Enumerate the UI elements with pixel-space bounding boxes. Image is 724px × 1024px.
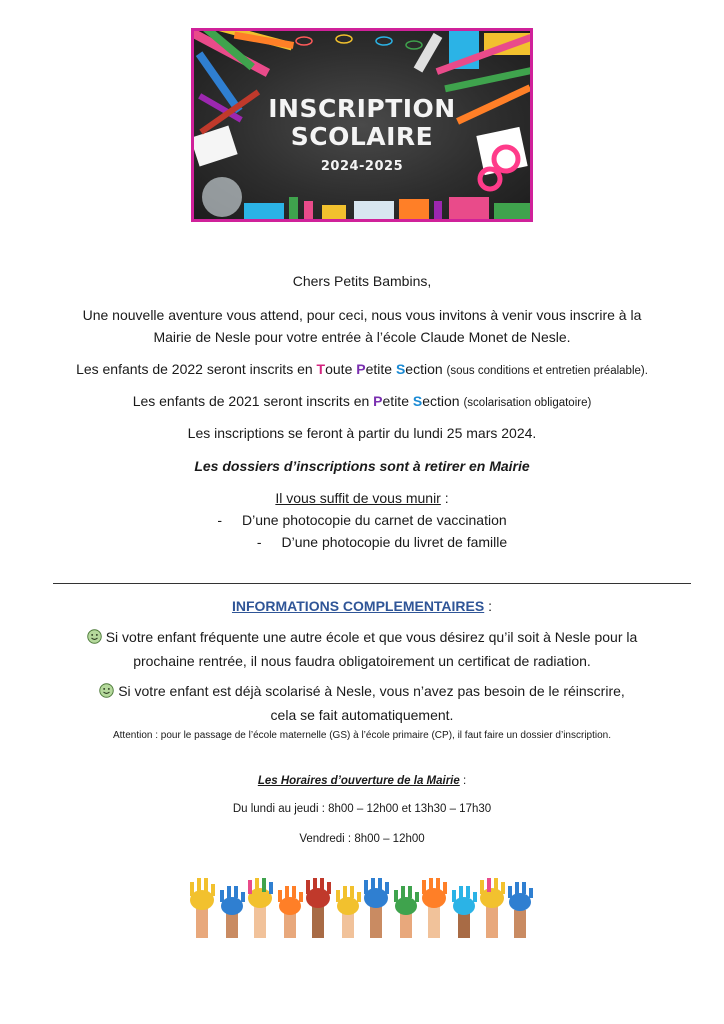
smiley-face-icon — [87, 629, 102, 644]
hours-heading-colon: : — [459, 775, 467, 787]
banner-years: 2024-2025 — [320, 159, 404, 174]
hand-icon — [336, 886, 361, 938]
tps-sentence — [0, 360, 724, 380]
info-item-2-line-1 — [0, 682, 724, 700]
inscription-banner — [191, 28, 533, 222]
hand-icon — [306, 878, 331, 938]
tps-P-initial: P — [356, 361, 366, 377]
requirements-colon: : — [440, 490, 449, 506]
info-item-1-line-2: prochaine rentrée, il nous faudra obligatoirement un certificat de radiation. — [133, 653, 591, 669]
tps-note: (sous conditions et entretien préalable). — [446, 365, 648, 377]
hand-icon — [394, 886, 419, 938]
bullet-dash: - — [256, 534, 262, 550]
tps-word3-rest: ection — [405, 361, 447, 377]
requirement-item — [0, 511, 724, 529]
attention-note: Attention : pour le passage de l’école maternelle (GS) à l’école primaire (CP), il faut faire un dossier d’inscription. — [112, 730, 611, 741]
hand-icon — [248, 878, 273, 938]
requirement-text: D’une photocopie du livret de famille — [281, 534, 508, 550]
info-item-2-text-a: Si votre enfant est déjà scolarisé à Nesle, vous n’avez pas besoin de le réinscrire, — [118, 683, 625, 699]
info-heading-row — [0, 597, 724, 615]
hand-icon — [508, 882, 533, 938]
tps-S-initial: S — [395, 361, 406, 377]
ps-S-initial: S — [412, 393, 423, 409]
ps-note: (scolarisation obligatoire) — [463, 397, 592, 409]
ps-prefix: Les enfants de 2021 seront inscrits en — [132, 393, 374, 409]
banner-text — [194, 95, 530, 174]
tps-prefix: Les enfants de 2022 seront inscrits en — [76, 361, 317, 377]
info-item-1-text-a: Si votre enfant fréquente une autre école et que vous désirez qu’il soit à Nesle pour la — [105, 629, 638, 645]
hours-friday: Vendredi : 8h00 – 12h00 — [299, 833, 425, 845]
hours-weekdays: Du lundi au jeudi : 8h00 – 12h00 et 13h30 – 17h30 — [232, 803, 492, 815]
hand-icon — [480, 878, 505, 938]
ps-sentence — [0, 392, 724, 412]
ps-P-initial: P — [373, 393, 383, 409]
hand-icon — [278, 886, 303, 938]
tps-word2-rest: etite — [365, 361, 396, 377]
tps-T-initial: T — [316, 361, 326, 377]
requirement-text: D’une photocopie du carnet de vaccination — [242, 512, 507, 528]
banner-title-line2: SCOLAIRE — [290, 122, 434, 151]
smiley-face-icon — [99, 683, 114, 698]
dossiers-notice: Les dossiers d’inscriptions sont à retirer en Mairie — [194, 458, 530, 474]
painted-hands-illustration — [188, 878, 538, 940]
hand-icon — [364, 878, 389, 938]
info-heading: INFORMATIONS COMPLEMENTAIRES — [231, 598, 485, 614]
hand-icon — [220, 886, 245, 938]
hand-icon — [422, 878, 447, 938]
ps-word1-rest: etite — [382, 393, 413, 409]
banner-title-line1: INSCRIPTION — [268, 94, 456, 123]
start-date: Les inscriptions se feront à partir du lundi 25 mars 2024. — [187, 425, 537, 441]
bullet-dash: - — [217, 512, 223, 528]
divider — [53, 583, 691, 584]
hours-heading-row — [0, 772, 724, 790]
tps-word1-rest: oute — [325, 361, 357, 377]
info-item-2-line-2: cela se fait automatiquement. — [270, 707, 454, 723]
info-item-1-line-1 — [0, 628, 724, 646]
ps-word2-rest: ection — [422, 393, 464, 409]
requirement-item — [20, 533, 724, 551]
requirements-heading: Il vous suffit de vous munir — [275, 490, 441, 506]
greeting: Chers Petits Bambins, — [292, 273, 432, 289]
hand-icon — [452, 886, 477, 938]
intro-line-1: Une nouvelle aventure vous attend, pour ceci, nous vous invitons à venir vous inscrire à la — [82, 307, 642, 323]
intro-line-2: Mairie de Nesle pour votre entrée à l’école Claude Monet de Nesle. — [153, 329, 571, 345]
requirements-heading-row — [0, 489, 724, 507]
info-heading-colon: : — [484, 598, 493, 614]
hand-icon — [190, 878, 215, 938]
hours-heading: Les Horaires d’ouverture de la Mairie — [257, 775, 460, 787]
